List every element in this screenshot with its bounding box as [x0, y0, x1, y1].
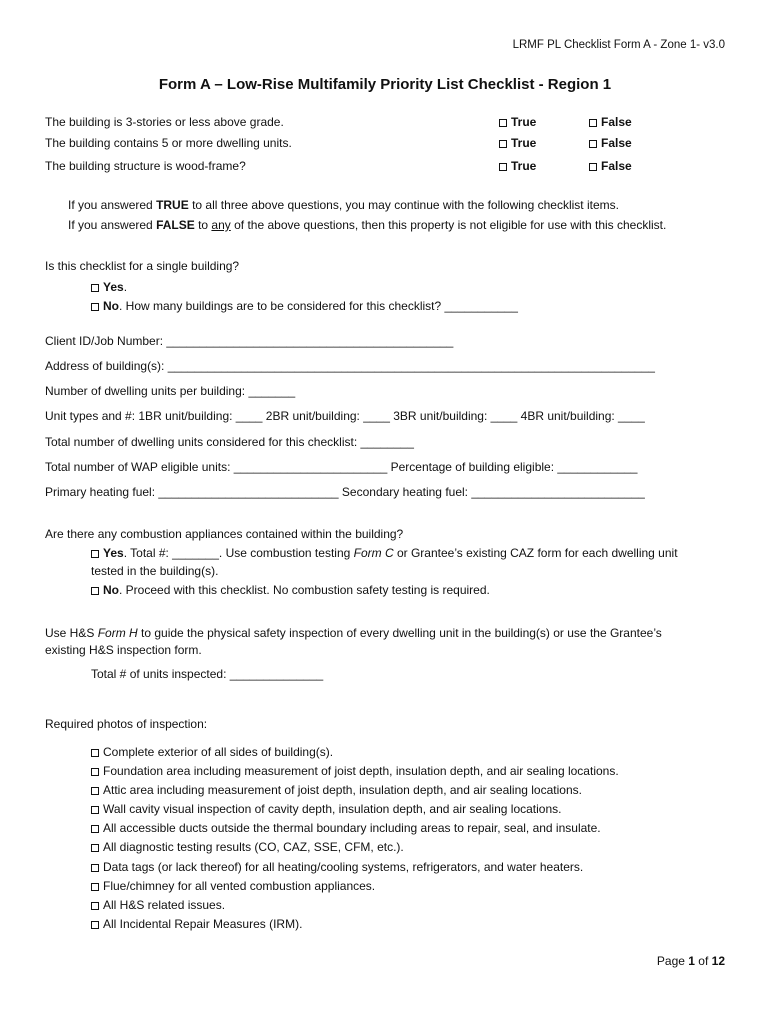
instruction-false: If you answered FALSE to any of the above questions, then this property is not eligible for use with this checklist.	[68, 218, 667, 232]
checkbox-icon	[91, 921, 99, 929]
hs-instruction-continued: existing H&S inspection form.	[45, 643, 202, 657]
form-id-header: LRMF PL Checklist Form A - Zone 1- v3.0	[512, 39, 725, 51]
q1-true-checkbox[interactable]	[499, 116, 536, 128]
units-per-building-field[interactable]: Number of dwelling units per building: _______	[45, 384, 296, 398]
checkbox-icon	[91, 787, 99, 795]
checkbox-icon	[589, 163, 597, 171]
eligibility-question-2: The building contains 5 or more dwelling units.	[45, 136, 292, 150]
checkbox-icon	[499, 163, 507, 171]
heating-fuel-field[interactable]: Primary heating fuel: ___________________________ Secondary heating fuel: __________________________	[45, 485, 645, 499]
q2-false-checkbox[interactable]	[589, 137, 632, 149]
wap-eligible-field[interactable]: Total number of WAP eligible units: _______________________ Percentage of building eligible: ____________	[45, 460, 638, 474]
checkbox-icon	[91, 864, 99, 872]
client-id-field[interactable]: Client ID/Job Number: ___________________________________________	[45, 334, 454, 348]
single-building-no-checkbox[interactable]: No. How many buildings are to be considered for this checklist? ___________	[91, 300, 518, 312]
q1-false-checkbox[interactable]	[589, 116, 632, 128]
address-field[interactable]: Address of building(s): _________________________________________________________________________	[45, 359, 655, 373]
page-number: Page 1 of 12	[656, 954, 725, 968]
combustion-yes-checkbox[interactable]: Yes. Total #: _______. Use combustion testing Form C or Grantee’s existing CAZ form for each dwelling unit	[91, 547, 678, 559]
checkbox-icon	[91, 749, 99, 757]
checkbox-icon	[91, 806, 99, 814]
units-inspected-field[interactable]: Total # of units inspected: ______________	[91, 667, 324, 681]
instruction-true: If you answered TRUE to all three above questions, you may continue with the following checklist items.	[68, 198, 619, 212]
photo-item-irm[interactable]: All Incidental Repair Measures (IRM).	[91, 918, 302, 930]
checkbox-icon	[91, 550, 99, 558]
photos-heading: Required photos of inspection:	[45, 717, 208, 731]
eligibility-question-1: The building is 3-stories or less above grade.	[45, 115, 284, 129]
eligibility-question-3: The building structure is wood-frame?	[45, 159, 246, 173]
checkbox-icon	[91, 303, 99, 311]
checkbox-icon	[91, 883, 99, 891]
false-label: False	[601, 136, 632, 150]
q3-false-checkbox[interactable]	[589, 160, 632, 172]
checkbox-icon	[499, 140, 507, 148]
q2-true-checkbox[interactable]	[499, 137, 536, 149]
total-units-field[interactable]: Total number of dwelling units considered for this checklist: ________	[45, 435, 414, 449]
true-label: True	[511, 136, 537, 150]
photo-item-flue[interactable]: Flue/chimney for all vented combustion appliances.	[91, 880, 375, 892]
false-label: False	[601, 115, 632, 129]
checkbox-icon	[91, 284, 99, 292]
combustion-no-checkbox[interactable]: No. Proceed with this checklist. No combustion safety testing is required.	[91, 584, 490, 596]
photo-item-attic[interactable]: Attic area including measurement of joist depth, insulation depth, and air sealing locations.	[91, 784, 582, 796]
false-label: False	[601, 159, 632, 173]
single-building-question: Is this checklist for a single building?	[45, 259, 240, 273]
single-building-yes-checkbox[interactable]: Yes.	[91, 281, 127, 293]
photo-item-wall-cavity[interactable]: Wall cavity visual inspection of cavity depth, insulation depth, and air sealing locations.	[91, 803, 561, 815]
photo-item-ducts[interactable]: All accessible ducts outside the thermal boundary including areas to repair, seal, and insulate.	[91, 822, 601, 834]
photo-item-data-tags[interactable]: Data tags (or lack thereof) for all heating/cooling systems, refrigerators, and water heaters.	[91, 861, 583, 873]
hs-instruction: Use H&S Form H to guide the physical safety inspection of every dwelling unit in the building(s) or use the Grantee’s	[45, 626, 662, 640]
checkbox-icon	[91, 587, 99, 595]
photo-item-diagnostic[interactable]: All diagnostic testing results (CO, CAZ, SSE, CFM, etc.).	[91, 841, 404, 853]
q3-true-checkbox[interactable]	[499, 160, 536, 172]
checkbox-icon	[499, 119, 507, 127]
unit-types-field[interactable]: Unit types and #: 1BR unit/building: ____ 2BR unit/building: ____ 3BR unit/building: ____ 4BR unit/building: ____	[45, 409, 645, 423]
checkbox-icon	[91, 844, 99, 852]
page-title: Form A – Low-Rise Multifamily Priority List Checklist - Region 1	[158, 76, 612, 93]
true-label: True	[511, 159, 537, 173]
checkbox-icon	[91, 825, 99, 833]
true-label: True	[511, 115, 537, 129]
photo-item-exterior[interactable]: Complete exterior of all sides of building(s).	[91, 746, 333, 758]
combustion-question: Are there any combustion appliances contained within the building?	[45, 527, 404, 541]
checkbox-icon	[589, 140, 597, 148]
combustion-yes-continued: tested in the building(s).	[91, 564, 219, 578]
photo-item-hs[interactable]: All H&S related issues.	[91, 899, 225, 911]
photo-item-foundation[interactable]: Foundation area including measurement of joist depth, insulation depth, and air sealing locations.	[91, 765, 619, 777]
checkbox-icon	[589, 119, 597, 127]
checkbox-icon	[91, 902, 99, 910]
checkbox-icon	[91, 768, 99, 776]
